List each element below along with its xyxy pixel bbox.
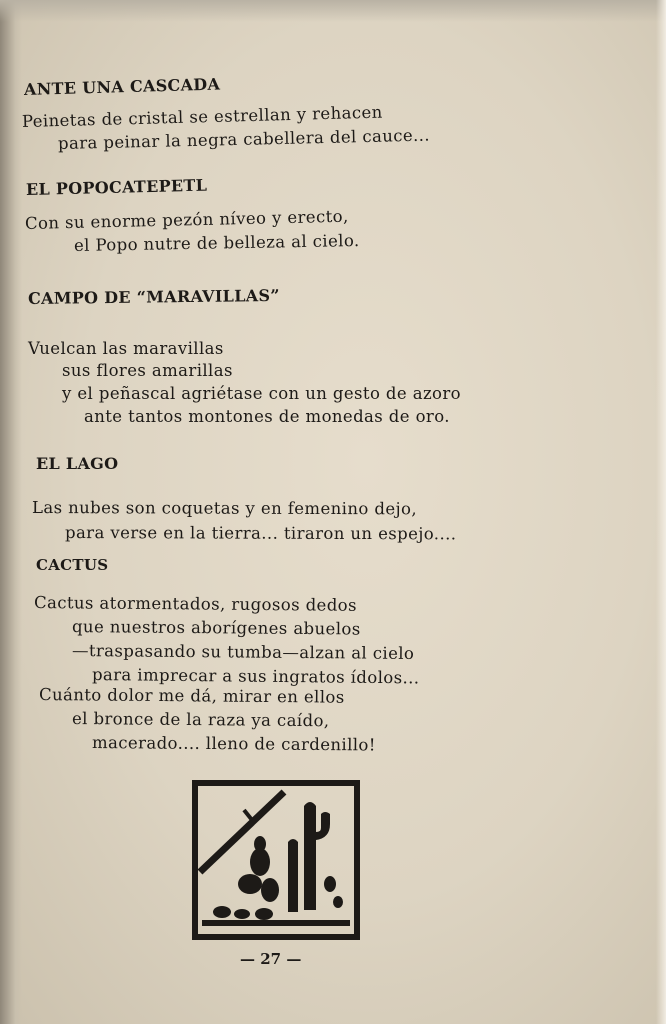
poem-title-ante-una-cascada: ANTE UNA CASCADA xyxy=(23,74,221,99)
poem-line: el bronce de la raza ya caído, xyxy=(71,709,330,731)
ground-stone xyxy=(213,906,231,918)
poem-line: Las nubes son coquetas y en femenino dejo, xyxy=(31,498,418,519)
poem-line: que nuestros aborígenes abuelos xyxy=(71,617,361,639)
prickly-pear-pad xyxy=(250,848,270,876)
cactus-woodcut-illustration xyxy=(192,780,360,940)
poem-line: el Popo nutre de belleza al cielo. xyxy=(73,231,360,255)
ground-stone xyxy=(255,908,273,920)
ground-stone xyxy=(234,909,250,919)
poem-line: Cactus atormentados, rugosos dedos xyxy=(33,593,358,615)
tall-cactus-stem xyxy=(304,802,316,910)
poem-line: ante tantos montones de monedas de oro. xyxy=(84,407,450,426)
prickly-pear-pad xyxy=(261,878,279,902)
diagonal-branch xyxy=(200,792,284,872)
ground-stone xyxy=(333,896,343,908)
poem-line: sus flores amarillas xyxy=(62,361,233,380)
poem-line: y el peñascal agriétase con un gesto de azoro xyxy=(62,384,461,403)
ground-stone xyxy=(324,876,336,892)
cactus-arm xyxy=(316,812,330,840)
poem-line: para verse en la tierra... tiraron un espejo.... xyxy=(64,523,457,544)
poem-title-el-popocatepetl: EL POPOCATEPETL xyxy=(25,175,208,199)
poem-title-cactus: CACTUS xyxy=(36,556,109,574)
prickly-pear-pad xyxy=(254,836,266,852)
ground-line xyxy=(202,920,350,926)
poem-line: —traspasando su tumba—alzan al cielo xyxy=(71,641,415,663)
branch-twig xyxy=(244,810,252,820)
small-cactus-stem xyxy=(288,839,298,912)
poem-line: macerado.... lleno de cardenillo! xyxy=(91,733,376,755)
poem-line: para peinar la negra cabellera del cauce... xyxy=(57,125,431,153)
poem-line: Con su enorme pezón níveo y erecto, xyxy=(24,206,349,233)
page-number: — 27 — xyxy=(240,950,302,968)
poem-line: Peinetas de cristal se estrellan y rehacen xyxy=(21,102,383,131)
poem-title-campo-de-maravillas: CAMPO DE “MARAVILLAS” xyxy=(27,285,280,308)
poem-title-el-lago: EL LAGO xyxy=(36,454,119,473)
poem-line: Vuelcan las maravillas xyxy=(28,339,224,358)
poem-line: para imprecar a sus ingratos ídolos... xyxy=(91,665,420,688)
poem-line: Cuánto dolor me dá, mirar en ellos xyxy=(38,685,345,707)
prickly-pear-pad xyxy=(238,874,262,894)
